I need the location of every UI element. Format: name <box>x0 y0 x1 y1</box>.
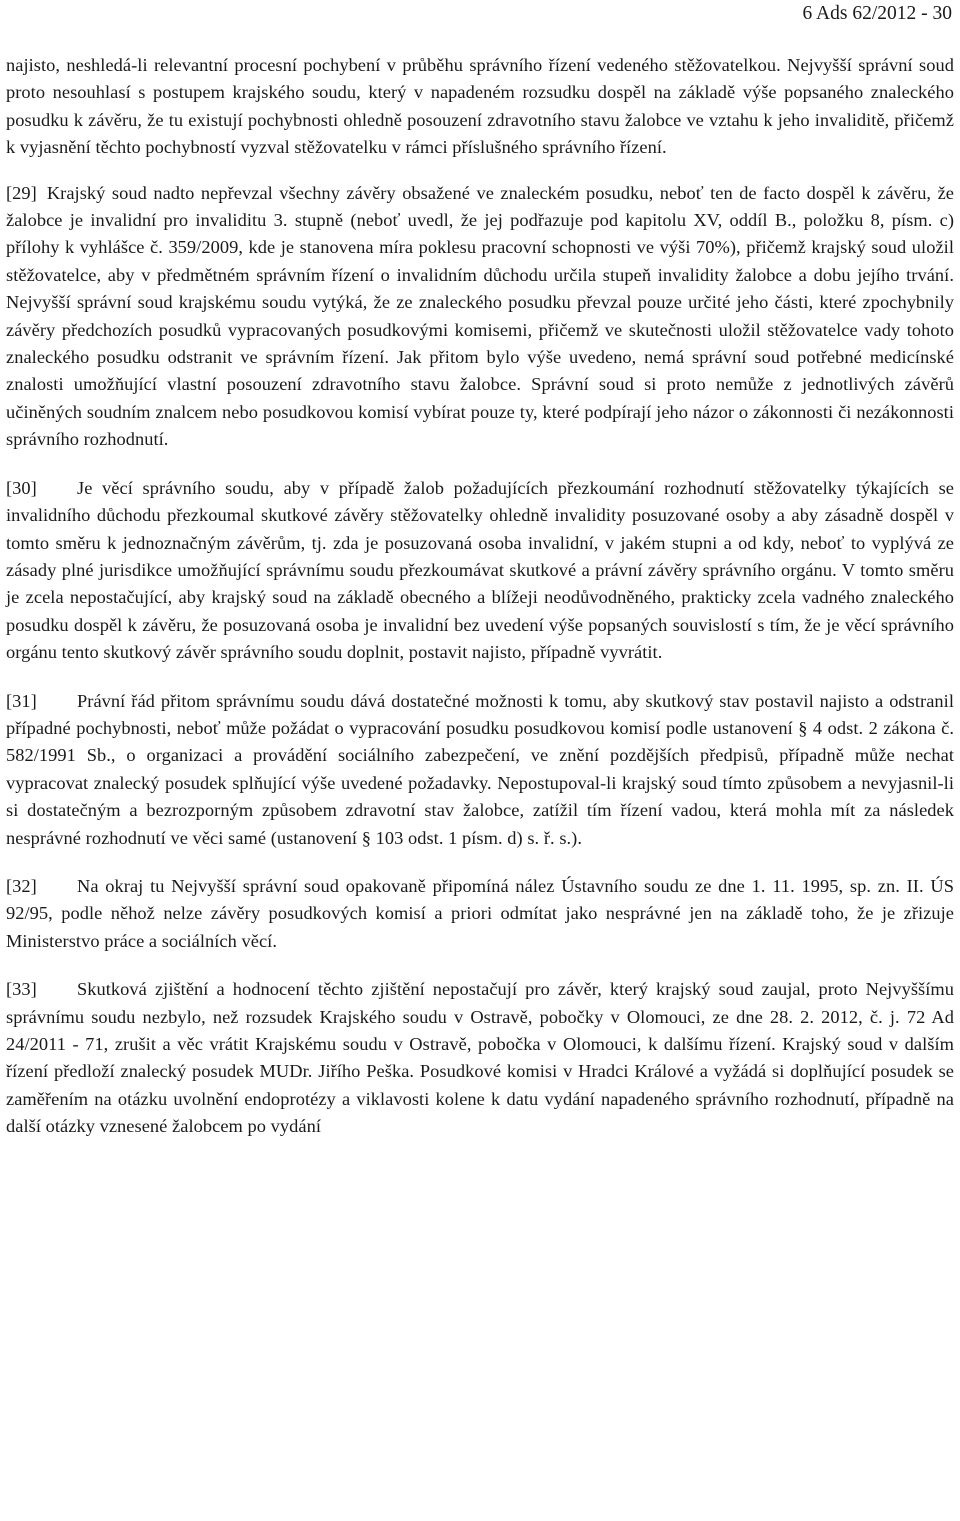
paragraph-number: [30] <box>6 477 37 498</box>
paragraph-text: Krajský soud nadto nepřevzal všechny závěry obsažené ve znaleckém posudku, neboť ten de facto dospěl k závěru, že žalobce je invalidní pro invaliditu 3. stupně (neboť uvedl, že jej podřazuje pod kapitolu XV, oddíl B., položku 8, písm. c) přílohy k vyhlášce č. 359/2009, kde je stanovena míra poklesu pracovní schopnosti ve výši 70%), přičemž krajský soud uložil stěžovatelce, aby v předmětném správním řízení o invalidním důchodu určila stupeň invalidity žalobce a dobu jejího trvání. Nejvyšší správní soud krajskému soudu vytýká, že ze znaleckého posudku převzal pouze určité jeho části, které zpochybnily závěry předchozích posudků vypracovaných posudkovými komisemi, přičemž ve skutečnosti uložil stěžovatelce vady tohoto znaleckého posudku odstranit ve správním řízení. Jak přitom bylo výše uvedeno, nemá správní soud potřebné medicínské znalosti umožňující vlastní posouzení zdravotního stavu žalobce. Správní soud si proto nemůže z jednotlivých závěrů učiněných soudním znalcem nebo posudkovou komisí vybírat pouze ty, které podpírají jeho názor o zákonnosti či nezákonnosti správního rozhodnutí. <box>6 182 954 450</box>
paragraph-number: [32] <box>6 875 37 896</box>
page-reference: 6 Ads 62/2012 - 30 <box>802 3 952 24</box>
paragraph-30 <box>6 475 954 667</box>
paragraph-text: najisto, neshledá-li relevantní procesní pochybení v průběhu správního řízení vedeného stěžovatelkou. Nejvyšší správní soud proto nesouhlasí s postupem krajského soudu, který v napadeném rozsudku dospěl na základě výše popsaného znaleckého posudku k závěru, že tu existují pochybnosti ohledně posouzení zdravotního stavu žalobce ve vztahu k jeho invaliditě, přičemž k vyjasnění těchto pochybností vyzval stěžovatelku v rámci příslušného správního řízení. <box>6 55 954 158</box>
paragraph-text: Je věcí správního soudu, aby v případě žalob požadujících přezkoumání rozhodnutí stěžovatelky týkajících se invalidního důchodu přezkoumal skutkové závěry stěžovatelky ohledně invalidity posuzované osoby a aby zásadně dospěl v tomto směru k jednoznačným závěrům, tj. zda je posuzovaná osoba invalidní, v jakém stupni a od kdy, neboť to vyplývá ze zásady plné jurisdikce umožňující správnímu soudu přezkoumávat skutkové a právní závěry správního orgánu. V tomto směru je zcela nepostačující, aby krajský soud na základě obecného a blížeji neodůvodněného, prakticky zcela vadného znaleckého posudku dospěl k závěru, že posuzovaná osoba je invalidní bez uvedení výše popsaných souvislostí s tím, že je věcí správního orgánu tento skutkový závěr správního soudu doplnit, postavit najisto, případně vyvrátit. <box>6 477 954 663</box>
paragraph-32 <box>6 873 954 955</box>
paragraph-31 <box>6 688 954 852</box>
paragraph-number: [29] <box>6 182 37 203</box>
paragraph-number: [33] <box>6 979 37 1000</box>
paragraph-33 <box>6 976 954 1140</box>
paragraph-text: Právní řád přitom správnímu soudu dává dostatečné možnosti k tomu, aby skutkový stav postavil najisto a odstranil případné pochybnosti, neboť může požádat o vypracování posudku posudkovou komisí podle ustanovení § 4 odst. 2 zákona č. 582/1991 Sb., o organizaci a provádění sociálního zabezpečení, ve znění pozdějších předpisů, případně může nechat vypracovat znalecký posudek splňující výše uvedené požadavky. Nepostupoval-li krajský soud tímto způsobem a nevyjasnil-li si dostatečným a bezrozporným způsobem zdravotní stav žalobce, zatížil tím řízení vadou, která mohla mít za následek nesprávné rozhodnutí ve věci samé (ustanovení § 103 odst. 1 písm. d) s. ř. s.). <box>6 690 954 848</box>
paragraph-continuation <box>6 52 954 162</box>
paragraph-text: Na okraj tu Nejvyšší správní soud opakovaně připomíná nález Ústavního soudu ze dne 1. 11. 1995, sp. zn. II. ÚS 92/95, podle něhož nelze závěry posudkových komisí a priori odmítat jako nesprávné jen na základě toho, že je zřizuje Ministerstvo práce a sociálních věcí. <box>6 875 954 951</box>
paragraph-29 <box>6 180 954 454</box>
document-body <box>6 52 954 1162</box>
paragraph-number: [31] <box>6 690 37 711</box>
paragraph-text: Skutková zjištění a hodnocení těchto zjištění nepostačují pro závěr, který krajský soud zaujal, proto Nejvyššímu správnímu soudu nezbylo, než rozsudek Krajského soudu v Ostravě, pobočky v Olomouci, ze dne 28. 2. 2012, č. j. 72 Ad 24/2011 - 71, zrušit a věc vrátit Krajskému soudu v Ostravě, pobočka v Olomouci, k dalšímu řízení. Krajský soud v dalším řízení předloží znalecký posudek MUDr. Jiřího Peška. Posudkové komisi v Hradci Králové a vyžádá si doplňující posudek se zaměřením na otázku uvolnění endoprotézy a viklavosti kolene k datu vydání napadeného správního rozhodnutí, případně na další otázky vznesené žalobcem po vydání <box>6 979 954 1137</box>
